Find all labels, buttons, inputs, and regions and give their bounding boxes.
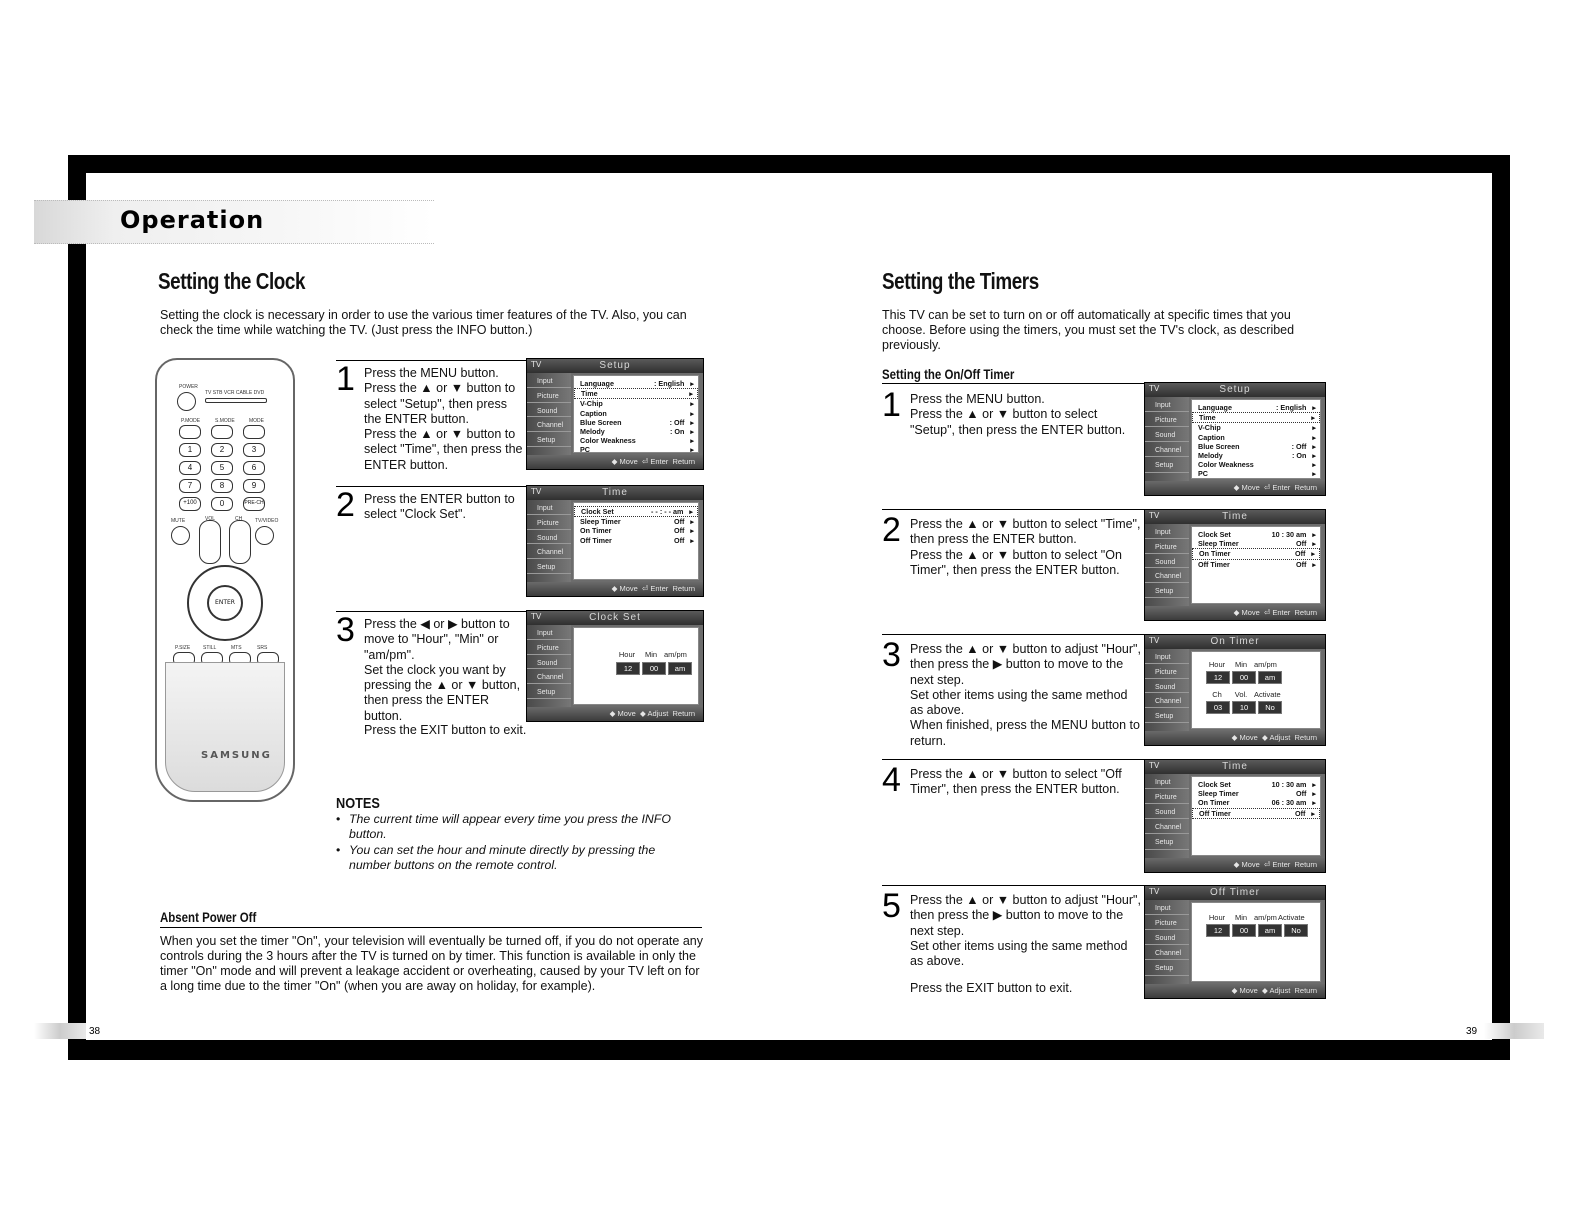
mode-button xyxy=(243,425,265,439)
right-page-title: Setting the Timers xyxy=(882,268,1039,294)
osd-clock-set-screen xyxy=(526,610,704,722)
note-item: • You can set the hour and minute directly by pressing the number buttons on the remote control. xyxy=(336,843,696,873)
notes-list xyxy=(336,812,696,874)
source-slider xyxy=(205,398,267,403)
step-text: Press the MENU button. Press the ▲ or ▼ button to select "Setup", then press the ENTER button. xyxy=(910,392,1126,437)
left-page-title: Setting the Clock xyxy=(158,268,306,294)
step-text: Press the ENTER button to select "Clock Set". xyxy=(364,492,515,522)
step-text: Press the ▲ or ▼ button to select "Time", then press the ENTER button. Press the ▲ or ▼ button to select "On Timer", then press the ENTER button. xyxy=(910,517,1141,577)
digit-4-button: 4 xyxy=(179,461,201,475)
menu-label: Time xyxy=(581,389,598,399)
menu-label: Melody xyxy=(580,427,605,437)
mts-label: MTS xyxy=(231,645,242,651)
absent-power-off-title: Absent Power Off xyxy=(160,910,257,925)
step-number: 2 xyxy=(336,486,355,524)
step-text: Press the ▲ or ▼ button to adjust "Hour", then press the ▶ button to move to the next step. Set other items using the same method as above. xyxy=(910,893,1141,969)
digit-6-button: 6 xyxy=(243,461,265,475)
page-frame-right xyxy=(1492,155,1510,1060)
channel-rocker xyxy=(229,520,251,564)
right-step2-rule xyxy=(882,509,1144,510)
step-number: 1 xyxy=(336,360,355,398)
right-step4-rule xyxy=(882,759,1144,760)
menu-label: PC xyxy=(580,445,590,455)
step-number: 3 xyxy=(336,611,355,649)
osd-title: Clock Set xyxy=(589,612,641,623)
menu-label: V-Chip xyxy=(580,399,603,409)
step-text: Press the ▲ or ▼ button to select "Off Timer", then press the ENTER button. xyxy=(910,767,1122,797)
tvvideo-button-icon xyxy=(255,526,274,545)
step-text: Press the ▲ or ▼ button to adjust "Hour", then press the ▶ button to move to the next step. Set other items using the same method as above. When finished, press the MENU button to return. xyxy=(910,642,1141,748)
page-frame-bottom xyxy=(68,1040,1510,1060)
absent-power-off-text: When you set the timer "On", your television will eventually be turned off, if you do not operate any controls during the 3 hours after the TV is turned on by timer. This function is available in only the timer "On" mode and will prevent a leakage accident or overheating, caused by your TV left on for a long time due to the timer "On" (when you are away on holiday, for example). xyxy=(160,934,703,993)
step-number: 5 xyxy=(882,887,901,925)
digit-1-button: 1 xyxy=(179,443,201,457)
osd-on-timer-screen: On Timer TV Input Picture Sound Channel Setup Hour Min am/pm 12 00 am Ch Vol. Activate 03 10 No ◆ Move ◆ Adjust Return xyxy=(1144,634,1326,746)
osd-sidebar: Input Picture Sound Channel Setup xyxy=(527,625,571,707)
osd-sidebar-sound: Sound xyxy=(527,403,571,418)
right-step5-rule xyxy=(882,885,1144,886)
enter-button: ENTER xyxy=(207,585,243,621)
menu-label: Language xyxy=(580,379,614,388)
remote-control-illustration xyxy=(155,358,295,802)
mute-label: MUTE xyxy=(171,518,186,524)
still-label: STILL xyxy=(203,645,217,651)
osd-setup-screen-right: Setup TV Input Picture Sound Channel Setup Language : English ▸ Time ▸ V-Chip ▸ Caption ▸ Blue Screen : Off ▸ Melody : On ▸ Color Weakness ▸ PC ▸ ◆ Move ⏎ Enter Return xyxy=(1144,382,1326,496)
osd-menu-panel: Clock Set - - : - - am ▸ Sleep Timer Off ▸ On Timer Off ▸ Off Timer Off ▸ xyxy=(573,502,699,580)
note-item: • The current time will appear every time you press the INFO button. xyxy=(336,812,696,842)
digit-3-button: 3 xyxy=(243,443,265,457)
smode-button xyxy=(211,425,233,439)
osd-time-screen-right: Time TV Input Picture Sound Channel Setup Clock Set 10 : 30 am ▸ Sleep Timer Off ▸ On Timer Off ▸ Off Timer Off ▸ ◆ Move ⏎ Enter Return xyxy=(1144,509,1326,621)
mode-label: MODE xyxy=(249,418,264,424)
osd-tv-label: TV xyxy=(531,487,542,496)
right-step3-rule xyxy=(882,634,1144,635)
osd-sidebar-channel: Channel xyxy=(527,417,571,432)
osd-sidebar-setup: Setup xyxy=(527,432,571,447)
menu-label: Color Weakness xyxy=(580,436,636,446)
srs-label: SRS xyxy=(257,645,268,651)
digit-8-button: 8 xyxy=(211,479,233,493)
menu-value: : On xyxy=(670,427,685,437)
power-button-icon xyxy=(177,392,196,411)
osd-title: Time xyxy=(602,487,628,498)
osd-field-panel: Hour Min am/pm 12 00 am xyxy=(573,627,699,705)
vol-label: VOL xyxy=(205,516,216,522)
page-frame-top xyxy=(68,155,1510,173)
left-step1-rule xyxy=(336,360,526,361)
osd-setup-screen xyxy=(526,358,704,470)
volume-rocker xyxy=(199,520,221,564)
right-page-band xyxy=(1484,1023,1544,1039)
right-intro: This TV can be set to turn on or off automatically at specific times that you choose. Before using the timers, you must set the TV's clock, as described previously. xyxy=(882,308,1295,352)
absent-rule xyxy=(160,927,702,928)
digit-9-button: 9 xyxy=(243,479,265,493)
section-title: Operation xyxy=(120,206,265,234)
plus100-button: +100 xyxy=(179,497,201,511)
osd-tv-label: TV xyxy=(531,612,542,621)
osd-nav-bar: ◆ Move ⏎ Enter Return xyxy=(527,582,703,596)
right-page-number: 39 xyxy=(1466,1026,1478,1037)
step-number: 4 xyxy=(882,761,901,799)
osd-sidebar-input: Input xyxy=(527,373,571,388)
step-number: 1 xyxy=(882,386,901,424)
left-step2-rule xyxy=(336,486,526,487)
digit-5-button: 5 xyxy=(211,461,233,475)
remote-brand-logo: SAMSUNG xyxy=(201,750,272,761)
on-off-timer-subhead: Setting the On/Off Timer xyxy=(882,367,1015,382)
step-number: 3 xyxy=(882,636,901,674)
osd-menu-panel: Language : English ▸ Time ▸ V-Chip ▸ Caption ▸ Blue Screen : Off ▸ Melody : On ▸ Color Weakness ▸ PC ▸ xyxy=(573,375,699,453)
osd-sidebar-picture: Picture xyxy=(527,388,571,403)
remote-source-labels: TV STB VCR CABLE DVD xyxy=(205,390,265,396)
left-intro: Setting the clock is necessary in order to use the various timer features of the TV. Also, you can check the time while watching the TV. (Just press the INFO button.) xyxy=(160,308,687,337)
step-text: Press the MENU button. Press the ▲ or ▼ button to select "Setup", then press the ENTER button. Press the ▲ or ▼ button to select "Time", then press the ENTER button. xyxy=(364,366,523,472)
digit-0-button: 0 xyxy=(211,497,233,511)
page-frame-left xyxy=(68,155,86,1060)
osd-nav-bar: ◆ Move ⏎ Enter Return xyxy=(527,455,703,469)
pmode-button xyxy=(179,425,201,439)
digit-7-button: 7 xyxy=(179,479,201,493)
osd-sidebar xyxy=(527,373,571,455)
menu-label: Caption xyxy=(580,408,607,418)
remote-power-label: POWER xyxy=(179,384,198,390)
prech-button: PRE-CH xyxy=(243,497,265,511)
smode-label: S.MODE xyxy=(215,418,235,424)
osd-time-screen xyxy=(526,485,704,597)
tvvideo-label: TV/VIDEO xyxy=(255,518,279,524)
dpad xyxy=(187,565,263,641)
menu-value: : Off xyxy=(669,417,685,427)
step-extra: Press the EXIT button to exit. xyxy=(364,723,527,737)
step-text: Press the ◀ or ▶ button to move to "Hour", "Min" or "am/pm". Set the clock you want by pressing the ▲ or ▼ button, then press the ENTER button. xyxy=(364,617,521,723)
notes-title: NOTES xyxy=(336,795,380,812)
step-number: 2 xyxy=(882,511,901,549)
menu-value: : English xyxy=(654,379,685,388)
digit-2-button: 2 xyxy=(211,443,233,457)
osd-nav-bar: ◆ Move ◆ Adjust Return xyxy=(527,707,703,721)
osd-off-timer-screen: Off Timer TV Input Picture Sound Channel Setup Hour Min am/pm Activate 12 00 am No ◆ Move ◆ Adjust Return xyxy=(1144,885,1326,999)
psize-label: P.SIZE xyxy=(175,645,191,651)
pmode-label: P.MODE xyxy=(181,418,201,424)
mute-button-icon xyxy=(171,526,190,545)
step-extra: Press the EXIT button to exit. xyxy=(910,981,1073,995)
left-page-band xyxy=(34,1023,86,1039)
left-page-number: 38 xyxy=(89,1026,101,1037)
osd-sidebar: Input Picture Sound Channel Setup xyxy=(527,500,571,582)
osd-title: Setup xyxy=(599,360,631,371)
left-step3-rule xyxy=(336,611,526,612)
remote-lower-cover xyxy=(165,662,285,792)
osd-tv-label: TV xyxy=(531,360,542,369)
right-subhead-rule xyxy=(882,383,1144,384)
ch-label: CH xyxy=(235,516,243,522)
menu-label: Blue Screen xyxy=(580,417,622,427)
osd-time-screen-right-2: Time TV Input Picture Sound Channel Setup Clock Set 10 : 30 am ▸ Sleep Timer Off ▸ On Timer 06 : 30 am ▸ Off Timer Off ▸ ◆ Move ⏎ Enter Return xyxy=(1144,759,1326,873)
